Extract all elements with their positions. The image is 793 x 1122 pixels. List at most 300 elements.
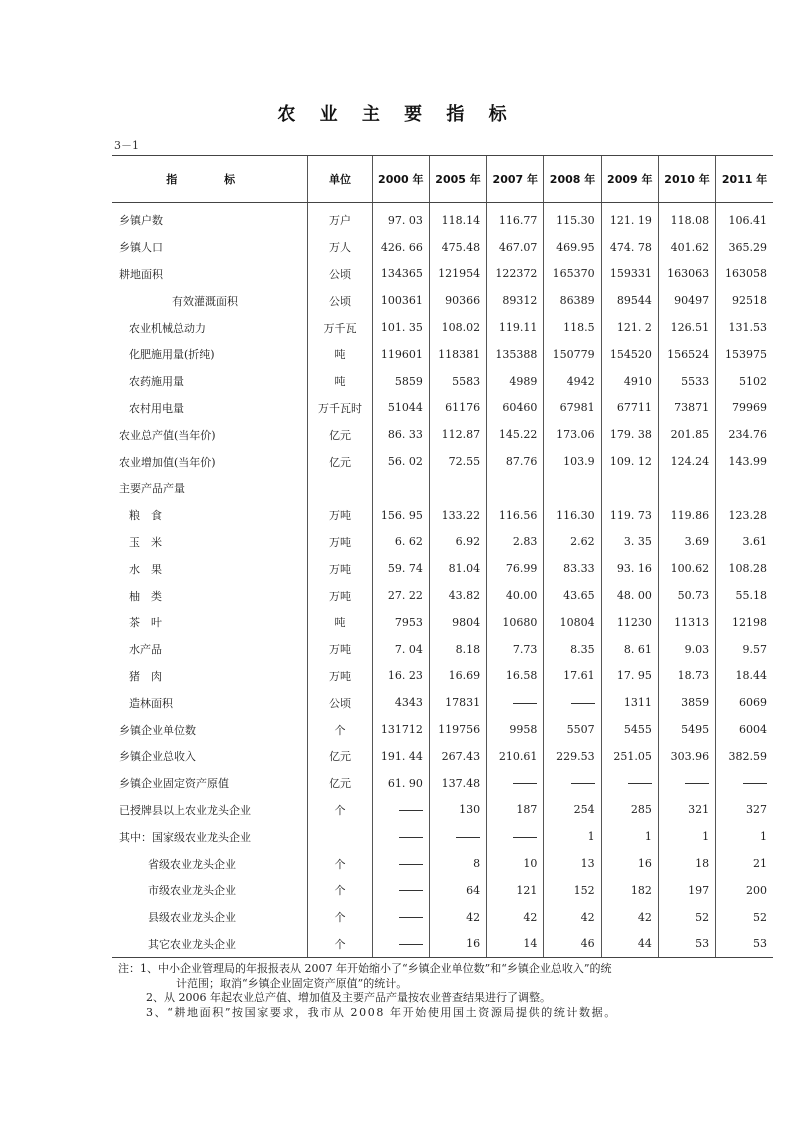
indicator-unit: 亿元 [308, 743, 372, 770]
indicator-unit: 万人 [308, 234, 372, 261]
value-cell: 4910 [601, 368, 658, 395]
value-cell: 100.62 [658, 555, 715, 582]
value-cell: 56. 02 [372, 448, 429, 475]
dash-mark [399, 864, 423, 865]
value-cell: 101. 35 [372, 314, 429, 341]
value-cell: 156. 95 [372, 502, 429, 529]
value-cell: 11313 [658, 609, 715, 636]
no-data-cell [658, 770, 715, 797]
value-cell: 426. 66 [372, 234, 429, 261]
indicator-unit: 个 [308, 877, 372, 904]
value-cell: 18.44 [716, 663, 773, 690]
value-cell: 12198 [716, 609, 773, 636]
no-data-cell [372, 797, 429, 824]
indicator-unit: 万吨 [308, 555, 372, 582]
indicator-unit: 吨 [308, 609, 372, 636]
table-row [112, 636, 773, 663]
indicator-unit: 公顷 [308, 261, 372, 288]
value-cell: 119756 [429, 716, 486, 743]
value-cell: 1311 [601, 689, 658, 716]
no-data-cell [601, 770, 658, 797]
indicator-name: 耕地面积 [119, 267, 163, 281]
dash-mark [399, 837, 423, 838]
value-cell: 131.53 [716, 314, 773, 341]
value-cell: 4989 [487, 368, 544, 395]
value-cell: 137.48 [429, 770, 486, 797]
value-cell [429, 475, 486, 502]
value-cell: 5102 [716, 368, 773, 395]
value-cell: 197 [658, 877, 715, 904]
value-cell: 153975 [716, 341, 773, 368]
value-cell: 130 [429, 797, 486, 824]
indicator-name: 造林面积 [129, 696, 173, 710]
value-cell: 163058 [716, 261, 773, 288]
value-cell: 89544 [601, 287, 658, 314]
value-cell: 116.56 [487, 502, 544, 529]
value-cell: 108.28 [716, 555, 773, 582]
dash-mark [628, 783, 652, 784]
value-cell: 159331 [601, 261, 658, 288]
value-cell: 10804 [544, 609, 601, 636]
indicator-unit: 公顷 [308, 689, 372, 716]
value-cell: 234.76 [716, 421, 773, 448]
table-row [112, 314, 773, 341]
indicator-name: 水产品 [129, 643, 162, 657]
indicator-name: 玉 米 [129, 535, 162, 549]
value-cell: 133.22 [429, 502, 486, 529]
indicator-name: 柚 类 [129, 589, 162, 603]
value-cell: 87.76 [487, 448, 544, 475]
value-cell [658, 475, 715, 502]
dash-mark [399, 944, 423, 945]
value-cell: 59. 74 [372, 555, 429, 582]
value-cell: 2.83 [487, 529, 544, 556]
value-cell: 131712 [372, 716, 429, 743]
indicator-unit: 万吨 [308, 502, 372, 529]
table-row [112, 555, 773, 582]
value-cell: 3.61 [716, 529, 773, 556]
indicator-unit: 万户 [308, 203, 372, 234]
value-cell: 17. 95 [601, 663, 658, 690]
value-cell: 17.61 [544, 663, 601, 690]
table-row [112, 261, 773, 288]
value-cell: 11230 [601, 609, 658, 636]
table-row [112, 475, 773, 502]
value-cell: 121. 19 [601, 203, 658, 234]
value-cell: 191. 44 [372, 743, 429, 770]
no-data-cell [372, 931, 429, 958]
value-cell: 13 [544, 850, 601, 877]
value-cell: 115.30 [544, 203, 601, 234]
indicator-name: 乡镇人口 [119, 241, 163, 255]
indicator-unit: 吨 [308, 341, 372, 368]
table-row [112, 421, 773, 448]
table-row [112, 234, 773, 261]
indicator-name: 其它农业龙头企业 [112, 931, 308, 958]
indicator-name: 农业增加值(当年价) [119, 455, 216, 469]
indicator-name: 农业机械总动力 [129, 321, 206, 335]
value-cell: 2.62 [544, 529, 601, 556]
table-row [112, 877, 773, 904]
value-cell: 5533 [658, 368, 715, 395]
value-cell [716, 475, 773, 502]
value-cell: 119601 [372, 341, 429, 368]
footnote-1: 注：1、中小企业管理局的年报报表从 2007 年开始缩小了“乡镇企业单位数”和“乡镇企业总收入”的统 [118, 962, 612, 975]
value-cell: 6. 62 [372, 529, 429, 556]
no-data-cell [487, 770, 544, 797]
value-cell: 285 [601, 797, 658, 824]
footnote-3: 3、“耕地面积”按国家要求，我市从 2008 年开始使用国土资源局提供的统计数据。 [146, 1005, 617, 1019]
value-cell: 118.5 [544, 314, 601, 341]
value-cell: 90497 [658, 287, 715, 314]
table-row [112, 850, 773, 877]
value-cell: 9804 [429, 609, 486, 636]
value-cell: 8.18 [429, 636, 486, 663]
dash-mark [399, 810, 423, 811]
indicator-name: 县级农业龙头企业 [148, 911, 236, 925]
value-cell: 86. 33 [372, 421, 429, 448]
header-year-2009: 2009 年 [601, 156, 658, 203]
value-cell: 4942 [544, 368, 601, 395]
header-year-2000: 2000 年 [372, 156, 429, 203]
indicator-unit: 万吨 [308, 582, 372, 609]
dash-mark [399, 890, 423, 891]
indicator-unit: 个 [308, 931, 372, 958]
header-unit: 单位 [308, 156, 372, 203]
value-cell: 165370 [544, 261, 601, 288]
value-cell: 5455 [601, 716, 658, 743]
indicator-unit: 公顷 [308, 287, 372, 314]
value-cell: 1 [544, 823, 601, 850]
value-cell: 73871 [658, 395, 715, 422]
value-cell: 6069 [716, 689, 773, 716]
value-cell: 67981 [544, 395, 601, 422]
value-cell: 116.30 [544, 502, 601, 529]
value-cell: 27. 22 [372, 582, 429, 609]
value-cell: 86389 [544, 287, 601, 314]
value-cell: 10680 [487, 609, 544, 636]
no-data-cell [716, 770, 773, 797]
value-cell: 163063 [658, 261, 715, 288]
value-cell: 16.69 [429, 663, 486, 690]
value-cell: 8. 61 [601, 636, 658, 663]
value-cell: 229.53 [544, 743, 601, 770]
table-row [112, 203, 773, 234]
value-cell: 6.92 [429, 529, 486, 556]
value-cell: 43.65 [544, 582, 601, 609]
value-cell: 42 [544, 904, 601, 931]
indicator-name: 乡镇企业固定资产原值 [119, 777, 229, 791]
value-cell: 365.29 [716, 234, 773, 261]
no-data-cell [544, 689, 601, 716]
value-cell: 9.57 [716, 636, 773, 663]
value-cell: 8 [429, 850, 486, 877]
value-cell: 109. 12 [601, 448, 658, 475]
value-cell: 55.18 [716, 582, 773, 609]
value-cell: 401.62 [658, 234, 715, 261]
no-data-cell [372, 877, 429, 904]
indicator-unit: 亿元 [308, 448, 372, 475]
value-cell: 100361 [372, 287, 429, 314]
header-year-2011: 2011 年 [716, 156, 773, 203]
footnote-2: 2、从 2006 年起农业总产值、增加值及主要产品产量按农业普查结果进行了调整。 [146, 991, 551, 1004]
value-cell: 5859 [372, 368, 429, 395]
agriculture-indicators-table [112, 155, 773, 958]
dash-mark [513, 703, 537, 704]
dash-mark [685, 783, 709, 784]
indicator-name: 乡镇户数 [119, 214, 163, 228]
value-cell: 173.06 [544, 421, 601, 448]
indicator-name: 乡镇企业单位数 [119, 723, 196, 737]
value-cell: 123.28 [716, 502, 773, 529]
indicator-name: 农业总产值(当年价) [119, 428, 216, 442]
no-data-cell [487, 689, 544, 716]
indicator-name: 省级农业龙头企业 [148, 857, 236, 871]
indicator-name: 市级农业龙头企业 [148, 884, 236, 898]
value-cell: 106.41 [716, 203, 773, 234]
table-row [112, 529, 773, 556]
table-row [112, 582, 773, 609]
value-cell: 121 [487, 877, 544, 904]
table-row [112, 502, 773, 529]
value-cell: 7953 [372, 609, 429, 636]
value-cell: 52 [658, 904, 715, 931]
indicator-unit: 万千瓦时 [308, 395, 372, 422]
value-cell: 9.03 [658, 636, 715, 663]
value-cell: 143.99 [716, 448, 773, 475]
value-cell: 156524 [658, 341, 715, 368]
indicator-name: 乡镇企业总收入 [119, 750, 196, 764]
value-cell: 267.43 [429, 743, 486, 770]
table-row [112, 797, 773, 824]
table-row [112, 743, 773, 770]
dash-mark [513, 783, 537, 784]
value-cell: 9958 [487, 716, 544, 743]
value-cell: 103.9 [544, 448, 601, 475]
indicator-unit: 万吨 [308, 636, 372, 663]
value-cell: 179. 38 [601, 421, 658, 448]
indicator-unit: 个 [308, 716, 372, 743]
value-cell: 121954 [429, 261, 486, 288]
value-cell: 201.85 [658, 421, 715, 448]
indicator-unit: 个 [308, 904, 372, 931]
value-cell: 145.22 [487, 421, 544, 448]
value-cell: 40.00 [487, 582, 544, 609]
value-cell: 119.86 [658, 502, 715, 529]
table-row [112, 609, 773, 636]
no-data-cell [429, 823, 486, 850]
value-cell: 124.24 [658, 448, 715, 475]
footnotes [118, 962, 617, 1020]
value-cell: 3.69 [658, 529, 715, 556]
table-number: 3－1 [114, 139, 139, 152]
value-cell: 210.61 [487, 743, 544, 770]
value-cell: 467.07 [487, 234, 544, 261]
value-cell: 16. 23 [372, 663, 429, 690]
value-cell: 7.73 [487, 636, 544, 663]
value-cell: 119. 73 [601, 502, 658, 529]
value-cell: 83.33 [544, 555, 601, 582]
table-row [112, 716, 773, 743]
value-cell: 116.77 [487, 203, 544, 234]
table-row [112, 368, 773, 395]
value-cell: 18.73 [658, 663, 715, 690]
value-cell: 72.55 [429, 448, 486, 475]
table-row [112, 770, 773, 797]
no-data-cell [372, 823, 429, 850]
value-cell: 89312 [487, 287, 544, 314]
value-cell: 182 [601, 877, 658, 904]
value-cell: 327 [716, 797, 773, 824]
indicator-unit: 亿元 [308, 770, 372, 797]
indicator-name: 已授牌县以上农业龙头企业 [119, 803, 251, 817]
table-row [112, 931, 773, 958]
value-cell: 42 [601, 904, 658, 931]
value-cell: 382.59 [716, 743, 773, 770]
value-cell: 134365 [372, 261, 429, 288]
dash-mark [571, 703, 595, 704]
indicator-name: 茶 叶 [129, 616, 162, 630]
value-cell: 187 [487, 797, 544, 824]
table-row [112, 663, 773, 690]
header-year-2008: 2008 年 [544, 156, 601, 203]
value-cell: 4343 [372, 689, 429, 716]
value-cell: 90366 [429, 287, 486, 314]
value-cell: 97. 03 [372, 203, 429, 234]
indicator-name: 猪 肉 [129, 669, 162, 683]
indicator-name: 粮 食 [129, 509, 162, 523]
indicator-unit: 万吨 [308, 663, 372, 690]
no-data-cell [372, 904, 429, 931]
dash-mark [513, 837, 537, 838]
indicator-name: 其中：国家级农业龙头企业 [119, 830, 251, 844]
value-cell: 67711 [601, 395, 658, 422]
value-cell: 76.99 [487, 555, 544, 582]
value-cell: 53 [658, 931, 715, 958]
value-cell: 64 [429, 877, 486, 904]
value-cell: 321 [658, 797, 715, 824]
value-cell: 108.02 [429, 314, 486, 341]
value-cell: 44 [601, 931, 658, 958]
value-cell: 5495 [658, 716, 715, 743]
indicator-name: 有效灌溉面积 [172, 294, 238, 308]
value-cell: 474. 78 [601, 234, 658, 261]
value-cell: 21 [716, 850, 773, 877]
value-cell: 8.35 [544, 636, 601, 663]
value-cell: 112.87 [429, 421, 486, 448]
value-cell: 119.11 [487, 314, 544, 341]
value-cell: 122372 [487, 261, 544, 288]
indicator-unit: 万吨 [308, 529, 372, 556]
table-row [112, 689, 773, 716]
value-cell [544, 475, 601, 502]
value-cell: 17831 [429, 689, 486, 716]
value-cell: 154520 [601, 341, 658, 368]
indicator-name: 化肥施用量(折纯) [129, 348, 215, 362]
no-data-cell [544, 770, 601, 797]
value-cell: 303.96 [658, 743, 715, 770]
indicator-unit: 吨 [308, 368, 372, 395]
value-cell: 135388 [487, 341, 544, 368]
value-cell: 46 [544, 931, 601, 958]
indicator-unit: 个 [308, 797, 372, 824]
value-cell: 152 [544, 877, 601, 904]
indicator-name: 农药施用量 [129, 375, 184, 389]
indicator-name: 水 果 [129, 562, 162, 576]
header-indicator: 指 标 [112, 156, 308, 203]
value-cell: 1 [658, 823, 715, 850]
value-cell: 1 [716, 823, 773, 850]
value-cell: 475.48 [429, 234, 486, 261]
dash-mark [743, 783, 767, 784]
value-cell: 10 [487, 850, 544, 877]
value-cell: 14 [487, 931, 544, 958]
value-cell: 150779 [544, 341, 601, 368]
value-cell: 53 [716, 931, 773, 958]
table-row [112, 395, 773, 422]
page-title: 农 业 主 要 指 标 [277, 104, 516, 125]
value-cell: 469.95 [544, 234, 601, 261]
value-cell: 200 [716, 877, 773, 904]
value-cell: 16 [601, 850, 658, 877]
header-year-2005: 2005 年 [429, 156, 486, 203]
value-cell: 121. 2 [601, 314, 658, 341]
value-cell: 16.58 [487, 663, 544, 690]
value-cell: 7. 04 [372, 636, 429, 663]
value-cell: 5507 [544, 716, 601, 743]
value-cell: 16 [429, 931, 486, 958]
value-cell: 81.04 [429, 555, 486, 582]
value-cell: 93. 16 [601, 555, 658, 582]
table-row [112, 287, 773, 314]
header-year-2010: 2010 年 [658, 156, 715, 203]
value-cell [601, 475, 658, 502]
dash-mark [456, 837, 480, 838]
value-cell: 61176 [429, 395, 486, 422]
value-cell: 254 [544, 797, 601, 824]
value-cell [487, 475, 544, 502]
table-header-row [112, 156, 773, 203]
value-cell: 251.05 [601, 743, 658, 770]
no-data-cell [372, 850, 429, 877]
value-cell: 92518 [716, 287, 773, 314]
dash-mark [399, 917, 423, 918]
indicator-unit [308, 475, 372, 502]
value-cell: 79969 [716, 395, 773, 422]
indicator-unit: 万千瓦 [308, 314, 372, 341]
value-cell: 61. 90 [372, 770, 429, 797]
table-row [112, 904, 773, 931]
value-cell: 18 [658, 850, 715, 877]
table-row [112, 448, 773, 475]
value-cell: 48. 00 [601, 582, 658, 609]
value-cell: 43.82 [429, 582, 486, 609]
value-cell: 118.14 [429, 203, 486, 234]
table-body [112, 203, 773, 958]
dash-mark [571, 783, 595, 784]
indicator-unit [308, 823, 372, 850]
indicator-name: 主要产品产量 [119, 482, 185, 496]
value-cell: 5583 [429, 368, 486, 395]
value-cell: 3859 [658, 689, 715, 716]
indicator-unit: 亿元 [308, 421, 372, 448]
value-cell: 52 [716, 904, 773, 931]
table-row [112, 341, 773, 368]
header-year-2007: 2007 年 [487, 156, 544, 203]
value-cell: 3. 35 [601, 529, 658, 556]
value-cell: 126.51 [658, 314, 715, 341]
no-data-cell [487, 823, 544, 850]
